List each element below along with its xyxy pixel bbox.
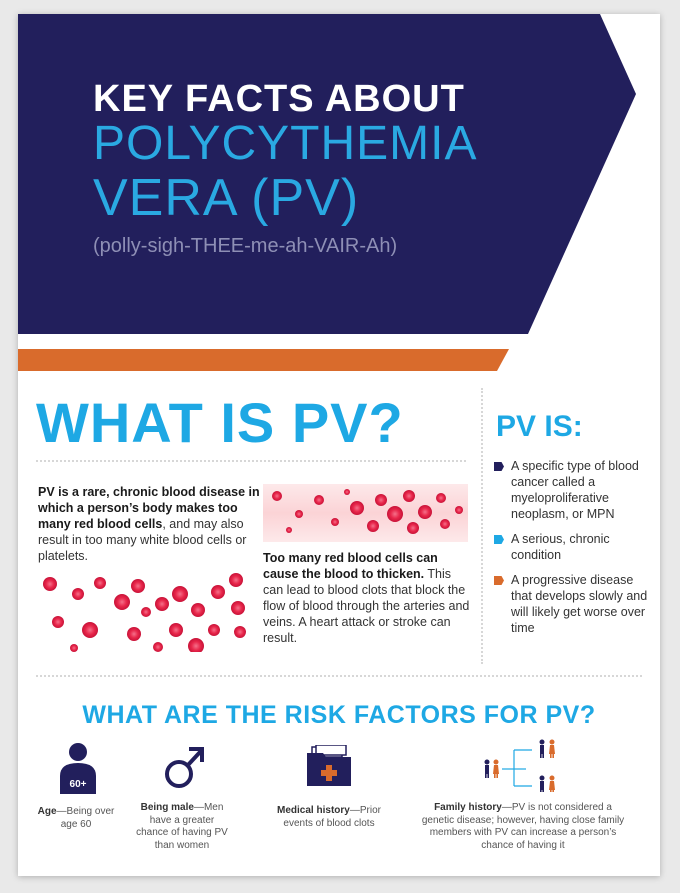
list-item (494, 458, 654, 522)
medical-folder-icon (306, 745, 352, 787)
risk-family-label: Family history (434, 802, 502, 813)
orange-divider (18, 349, 509, 371)
definition-rest: , and may also result in too many white blood cells or platelets. (38, 517, 247, 563)
blue-bullet-icon (494, 535, 504, 544)
risk-age-caption (36, 806, 116, 831)
risk-family-caption (418, 802, 628, 852)
list-item (494, 531, 654, 563)
pronunciation: (polly-sigh-THEE-me-ah-VAIR-Ah) (93, 235, 398, 257)
header-line3: VERA (PV) (93, 169, 360, 227)
risk-male-desc: —Men have a greater chance of having PV than women (136, 802, 228, 851)
pv-is-item-text: A serious, chronic condition (511, 532, 610, 562)
definition-bold: PV is a rare, chronic blood disease in which a person’s body makes too many red blood cells (38, 485, 260, 531)
thickening-bold: Too many red blood cells can cause the blood to thicken. (263, 551, 438, 581)
dotted-divider-vertical (481, 388, 483, 664)
male-symbol-icon (163, 744, 205, 790)
risk-age-label: Age (37, 806, 57, 817)
orange-bullet-icon (494, 576, 504, 585)
pv-is-list (494, 458, 654, 645)
risk-family-desc: —PV is not considered a genetic disease; however, having close family members with PV can increase a person’s chance of having it (421, 802, 625, 851)
risk-male-caption (136, 802, 228, 852)
risk-medical-desc: —Prior events of blood clots (283, 805, 381, 829)
infographic-page (18, 14, 660, 876)
what-is-pv-title: WHAT IS PV? (36, 391, 404, 454)
list-item (494, 572, 654, 636)
risk-age-desc: —Being over age 60 (56, 806, 115, 830)
pv-is-title: PV IS: (496, 410, 583, 443)
thick-blood-illustration (263, 484, 468, 542)
risk-medical-caption (270, 805, 388, 830)
dotted-divider (36, 460, 466, 462)
pv-is-item-text: A progressive disease that develops slowly and will likely get worse over time (511, 573, 648, 635)
age-badge-text: 60+ (69, 779, 87, 790)
thickening-rest: This can lead to blood clots that block the flow of blood through the arteries and veins. A heart attack or stroke can result. (263, 567, 470, 645)
header-line2: POLYCYTHEMIA (93, 117, 478, 170)
risk-factors-title: WHAT ARE THE RISK FACTORS FOR PV? (82, 701, 596, 729)
header-line1: KEY FACTS ABOUT (93, 78, 465, 120)
family-tree-icon (482, 736, 566, 792)
person-60-icon (58, 742, 98, 794)
red-blood-cells-illustration (38, 572, 248, 652)
blood-thickening-paragraph (263, 550, 473, 646)
risk-medical-label: Medical history (277, 805, 350, 816)
pv-is-item-text: A specific type of blood cancer called a myeloproliferative neoplasm, or MPN (511, 459, 639, 521)
definition-paragraph (38, 484, 268, 564)
risk-male-label: Being male (140, 802, 194, 813)
navy-bullet-icon (494, 462, 504, 471)
dotted-divider (36, 675, 642, 677)
